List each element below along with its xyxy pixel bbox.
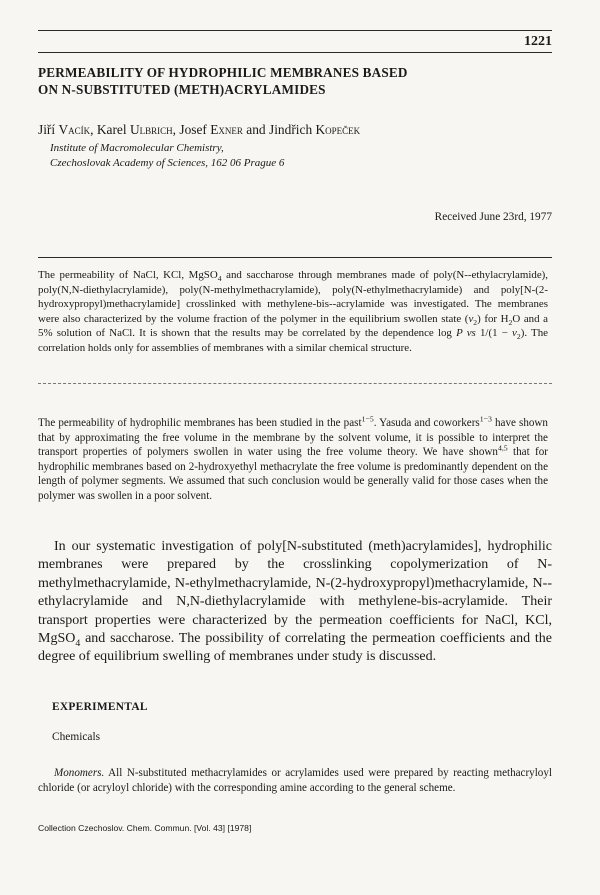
author-4-first: Jindřich (269, 122, 313, 137)
author-2-last: Ulbrich (129, 122, 173, 137)
author-2-first: Karel (96, 122, 127, 137)
subsection-heading-chemicals: Chemicals (52, 731, 101, 743)
article-title (38, 64, 558, 98)
abstract-bottom-rule (38, 383, 552, 384)
author-4-last: Kopeček (315, 122, 361, 137)
monomers-text: All N-substituted methacrylamides or acrylamides used were prepared by reacting methacryloyl chloride (or acryloyl chloride) with the corresponding amine according to the general scheme. (38, 767, 552, 794)
intro-text: have shown that by approximating the free volume in the membrane by the solvent volume, it is possible to interpret the transport properties of polymers swollen in water using the free volume theory. We have shown (38, 417, 548, 459)
citation-ref: 1−5 (361, 414, 374, 424)
abstract-top-rule (38, 257, 552, 258)
main-paragraph (38, 538, 552, 667)
abstract-text: ). The correlation holds only for assemblies of membranes with a similar chemical structure. (38, 327, 548, 354)
journal-footer: Collection Czechoslov. Chem. Commun. [Vol. 43] [1978] (38, 823, 252, 833)
main-sub: 4 (75, 637, 81, 649)
affiliation-line-2: Czechoslovak Academy of Sciences, 162 06 Prague 6 (50, 156, 285, 169)
author-1-first: Jiří (38, 122, 56, 137)
abstract-sub: 2 (473, 317, 478, 327)
author-1-last: Vacík (58, 122, 91, 137)
abstract-symbol: vs (462, 327, 480, 340)
author-3-last: Exner (210, 122, 243, 137)
main-text: and saccharose. The possibility of correlating the permeation coefficients and the degree of equilibrium swelling of membranes under study is discussed. (38, 631, 552, 665)
introduction-paragraph (38, 416, 548, 504)
section-heading-experimental: EXPERIMENTAL (52, 701, 148, 713)
abstract-symbol: v (468, 312, 474, 325)
main-text: In our systematic investigation of poly[N-substituted (meth)acrylamides], hydrophilic membranes were prepared by the crosslinking copolymerization of N-methylmethacrylamide, N-ethylmethacrylamide, N-(2-hydroxypropyl)methacrylamide, N--ethylacrylamide and N,N-diethylacrylamide with methylene-bis-acrylamide. Their transport properties were characterized by the permeation coefficients for NaCl, KCl, MgSO (38, 539, 552, 647)
abstract-sub: 2 (508, 317, 513, 327)
received-date: Received June 23rd, 1977 (434, 211, 552, 223)
monomers-label: Monomers. (54, 767, 105, 780)
abstract (38, 268, 548, 356)
abstract-symbol: P (456, 327, 463, 340)
abstract-sub: 2 (516, 332, 521, 342)
citation-ref: 1−3 (479, 414, 492, 424)
abstract-text: 1/(1 − (479, 327, 513, 340)
header-rule (38, 52, 552, 53)
abstract-symbol: v (512, 327, 517, 340)
abstract-text: ) for H (477, 312, 509, 325)
top-rule (38, 30, 552, 31)
intro-text: . Yasuda and coworkers (373, 417, 480, 429)
abstract-text: and saccharose through membranes made of poly(N--ethylacrylamide), poly(N,N-diethylacrylamide), poly(N-methylmethacrylamide), poly(N-ethylmethacrylamide) and poly[N-(2-hydroxypropyl)methacrylamide] crosslinked with methylene-bis--acrylamide was investigated. The membranes were also characterized by the volume fraction of the polymer in the equilibrium swollen state ( (38, 269, 548, 325)
affiliation (50, 141, 284, 170)
intro-text: The permeability of hydrophilic membranes has been studied in the past (38, 417, 362, 429)
abstract-text: The permeability of NaCl, KCl, MgSO (38, 269, 218, 281)
title-line-2: ON N-SUBSTITUTED (METH)ACRYLAMIDES (38, 82, 326, 97)
citation-ref: 4,5 (497, 443, 508, 453)
intro-text: that for hydrophilic membranes based on 2-hydroxyethyl methacrylate the free volume is predominantly dependent on the length of polymer segments. We assumed that such conclusion would be generally valid for those cases when the polymer was swollen in a poor solvent. (38, 446, 548, 502)
author-and: and (246, 122, 266, 137)
abstract-sub: 4 (217, 274, 222, 284)
page-number: 1221 (524, 34, 552, 49)
author-3-first: Josef (179, 122, 207, 137)
monomers-paragraph (38, 755, 552, 806)
affiliation-line-1: Institute of Macromolecular Chemistry, (50, 142, 224, 154)
title-line-1: PERMEABILITY OF HYDROPHILIC MEMBRANES BASED (38, 65, 408, 80)
abstract-text: O and a 5% solution of NaCl. It is shown that the results may be correlated by the dependence log (38, 312, 549, 340)
author-list: Jiří Vacík, Karel Ulbrich, Josef Exner and Jindřich Kopeček (38, 122, 361, 137)
